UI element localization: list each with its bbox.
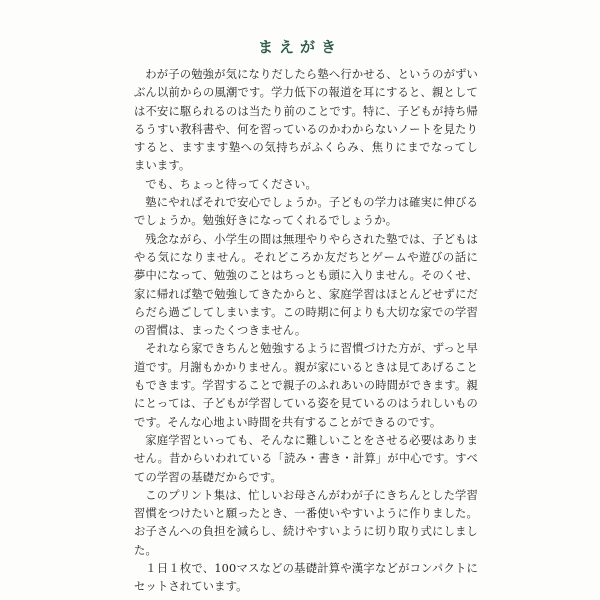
paragraph-6: 家庭学習といっても、そんなに難しいことをさせる必要はありません。昔からいわれている「読み・書き・計算」が中心です。すべての学習の基礎だからです。	[134, 433, 478, 484]
paragraph-3: 塾にやればそれで安心でしょうか。子どもの学力は確実に伸びるでしょうか。勉強好きになってくれるでしょうか。	[134, 196, 478, 228]
paragraph-5: それなら家できちんと勉強するように習慣づけた方が、ずっと早道です。月謝もかかりません。親が家にいるときは見てあげることもできます。学習することで親子のふれあいの時間ができます。親にとっては、子どもが学習している姿を見ているのはうれしいものです。そんな心地よい時間を共有することができるのです。	[134, 342, 478, 429]
paragraph-1: わが子の勉強が気になりだしたら塾へ行かせる、というのがずいぶん以前からの風潮です。学力低下の報道を耳にすると、親としては不安に駆られるのは当たり前のことです。特に、子どもが持ち帰るうすい教科書や、何を習っているのかわからないノートを見たりすると、ますます塾への気持ちがふくらみ、焦りにまでなってしまいます。	[134, 68, 478, 173]
paragraph-8: １日１枚で、100マスなどの基礎計算や漢字などがコンパクトにセットされています。	[134, 562, 478, 594]
document-body	[134, 66, 478, 597]
paragraph-4: 残念ながら、小学生の間は無理やりやらされた塾では、子どもはやる気になりません。それどころか友だちとゲームや遊びの話に夢中になって、勉強のことはちっとも頭に入りません。そのくせ、家に帰れば塾で勉強してきたからと、家庭学習はほとんどせずにだらだら過ごしてしまいます。この時期に何よりも大切な家での学習の習慣は、まったくつきません。	[134, 232, 478, 338]
page-title: まえがき	[257, 38, 342, 56]
paragraph-2: でも、ちょっと待ってください。	[145, 177, 318, 191]
paragraph-7: このプリント集は、忙しいお母さんがわが子にきちんとした学習習慣をつけたいと願ったとき、一番使いやすいように作りました。お子さんへの負担を減らし、続けやすいように切り取り式にしました。	[134, 488, 478, 557]
